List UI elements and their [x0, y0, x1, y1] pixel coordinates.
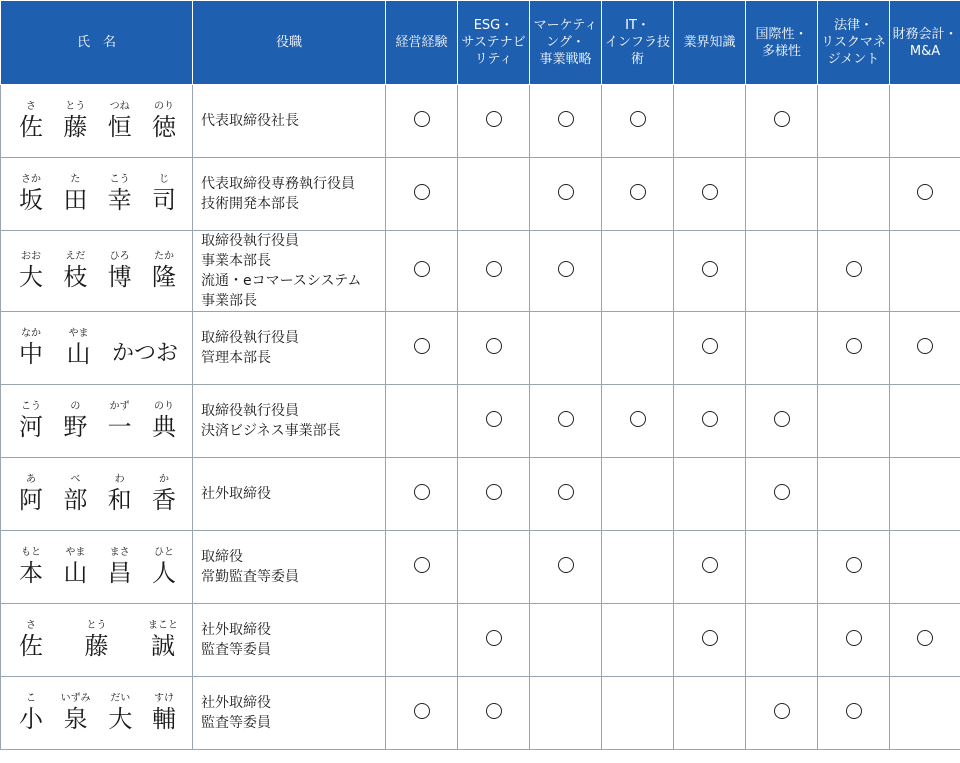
name-ruby: か [158, 474, 169, 485]
role-line: 決済ビジネス事業部長 [201, 423, 341, 439]
name-kanji: 部 [63, 486, 88, 514]
skill-check-circle-icon [558, 184, 574, 200]
header-skill-line: IT・ [625, 18, 650, 33]
header-skill-line: リティ [474, 52, 513, 67]
skill-cell [530, 531, 602, 604]
skill-cell [458, 458, 530, 531]
skill-cell [818, 458, 890, 531]
name-kanji: 本 [19, 559, 43, 587]
skill-cell [890, 604, 960, 677]
skill-cell [674, 158, 746, 231]
name-ruby: おお [21, 251, 41, 262]
name-kanji: 野 [63, 413, 88, 441]
skill-check-circle-icon [702, 557, 718, 573]
name-kanji: 泉 [63, 705, 88, 733]
skill-check-circle-icon [917, 184, 933, 200]
name-ruby: まさ [109, 547, 130, 558]
header-skill-line: 法律・ [833, 18, 873, 33]
role-line: 監査等委員 [201, 642, 271, 658]
name-char [61, 474, 89, 514]
skill-cell [602, 677, 674, 750]
name-ruby: あ [26, 474, 36, 485]
name-char [148, 620, 178, 660]
skill-cell [674, 312, 746, 385]
name-char [106, 474, 134, 514]
skill-cell [602, 531, 674, 604]
skill-cell [674, 231, 746, 312]
member-role [193, 312, 386, 385]
skill-check-circle-icon [774, 111, 790, 127]
skill-cell [746, 531, 818, 604]
skill-cell [890, 677, 960, 750]
name-char [150, 547, 178, 587]
name-ruby: やま [65, 547, 86, 558]
skill-check-circle-icon [630, 111, 646, 127]
skill-cell [890, 312, 960, 385]
skill-check-circle-icon [846, 261, 862, 277]
name-ruby: じ [158, 174, 169, 185]
name-kanji: 恒 [107, 113, 132, 141]
name-kanji: 藤 [84, 632, 109, 660]
skill-cell [818, 677, 890, 750]
skill-cell [458, 531, 530, 604]
skill-cell [530, 231, 602, 312]
header-skill-3 [602, 1, 674, 85]
skill-cell [530, 85, 602, 158]
role-line: 流通・eコマースシステム [201, 273, 362, 289]
name-ruby: やま [68, 328, 89, 339]
member-name [1, 231, 193, 312]
skill-cell [746, 312, 818, 385]
skill-cell [674, 604, 746, 677]
skill-check-circle-icon [486, 111, 502, 127]
name-ruby: こ [26, 693, 36, 704]
role-line: 社外取締役 [201, 695, 271, 711]
header-skill-line: 経営経験 [395, 35, 448, 50]
skill-check-circle-icon [486, 484, 502, 500]
name-kanji: 一 [107, 413, 132, 441]
skill-check-circle-icon [414, 184, 430, 200]
name-kanji: 博 [107, 263, 132, 291]
skill-check-circle-icon [414, 111, 430, 127]
header-role [193, 1, 386, 85]
skill-check-circle-icon [702, 338, 718, 354]
skill-cell [602, 158, 674, 231]
skill-check-circle-icon [414, 484, 430, 500]
header-skill-line: ジメント [827, 52, 880, 67]
skill-cell [458, 231, 530, 312]
name-ruby: だい [110, 693, 131, 704]
skill-cell [674, 677, 746, 750]
name-ruby: なか [21, 328, 41, 339]
name-kanji: 人 [151, 559, 176, 587]
header-skill-5 [746, 1, 818, 85]
skill-cell [458, 677, 530, 750]
role-line: 取締役執行役員 [201, 233, 299, 249]
skill-cell [458, 158, 530, 231]
skill-check-circle-icon [414, 261, 430, 277]
name-kanji: 佐 [19, 113, 43, 141]
skill-cell [818, 231, 890, 312]
name-char [17, 401, 45, 441]
member-name [1, 85, 193, 158]
name-kanji: 徳 [151, 113, 176, 141]
skill-check-circle-icon [486, 703, 502, 719]
name-kanji: 隆 [151, 263, 176, 291]
name-ruby: わ [114, 474, 125, 485]
name-char [61, 174, 89, 214]
member-role [193, 458, 386, 531]
name-char [150, 401, 178, 441]
name-ruby: もと [21, 547, 41, 558]
skill-check-circle-icon [414, 338, 430, 354]
skill-cell [386, 85, 458, 158]
name-kanji: 山 [63, 559, 88, 587]
member-name [1, 458, 193, 531]
table-row [1, 158, 960, 231]
table-row [1, 312, 960, 385]
header-skill-line: 多様性 [761, 43, 801, 59]
skill-cell [818, 312, 890, 385]
name-ruby: べ [70, 474, 81, 485]
name-kanji: 藤 [63, 113, 88, 141]
role-line: 代表取締役社長 [201, 113, 299, 129]
skill-cell [458, 604, 530, 677]
header-row [1, 1, 960, 85]
skill-check-circle-icon [774, 703, 790, 719]
header-skill-line: 業界知識 [683, 35, 736, 50]
skill-check-circle-icon [486, 630, 502, 646]
name-kanji: 司 [151, 186, 176, 214]
header-skill-line: M&A [909, 43, 941, 59]
skill-check-circle-icon [702, 630, 718, 646]
role-line: 管理本部長 [201, 350, 271, 366]
skill-cell [530, 158, 602, 231]
header-name [1, 1, 193, 85]
member-name [1, 677, 193, 750]
name-kanji: 河 [19, 413, 43, 441]
name-kanji: 大 [108, 705, 133, 733]
role-line: 技術開発本部長 [201, 196, 299, 212]
skill-check-circle-icon [846, 557, 862, 573]
skill-cell [674, 385, 746, 458]
name-kanji: 小 [19, 705, 43, 733]
name-kanji: 誠 [151, 632, 175, 660]
name-kanji: 昌 [107, 559, 132, 587]
name-kanji: 幸 [107, 186, 132, 214]
header-name-label: 氏 名 [76, 35, 116, 50]
header-skill-1 [458, 1, 530, 85]
name-ruby: た [70, 174, 81, 185]
skill-check-circle-icon [558, 484, 574, 500]
skill-check-circle-icon [846, 338, 862, 354]
table-row [1, 85, 960, 158]
skill-check-circle-icon [558, 411, 574, 427]
name-char [106, 101, 134, 141]
name-ruby: のり [153, 401, 174, 412]
skill-check-circle-icon [774, 411, 790, 427]
role-line: 取締役執行役員 [201, 403, 299, 419]
name-char [150, 474, 178, 514]
header-skill-line: 財務会計・ [892, 26, 958, 42]
skill-cell [890, 158, 960, 231]
skill-check-circle-icon [702, 411, 718, 427]
skill-check-circle-icon [917, 338, 933, 354]
skill-cell [818, 604, 890, 677]
name-char [64, 328, 92, 368]
skill-check-circle-icon [846, 630, 862, 646]
skill-cell [890, 85, 960, 158]
name-kanji: 和 [107, 486, 132, 514]
name-ruby: ひろ [109, 251, 130, 262]
skill-cell [674, 85, 746, 158]
name-ruby: かず [109, 401, 130, 412]
skill-cell [818, 531, 890, 604]
role-line: 取締役執行役員 [201, 330, 299, 346]
header-skill-line: マーケティ [533, 18, 598, 33]
member-role [193, 385, 386, 458]
name-kanji: かつお [111, 341, 178, 366]
table-row [1, 458, 960, 531]
role-line: 監査等委員 [201, 715, 271, 731]
member-role [193, 531, 386, 604]
name-kanji: 中 [19, 340, 43, 368]
header-skill-2 [530, 1, 602, 85]
skill-check-circle-icon [558, 261, 574, 277]
name-char [61, 693, 91, 733]
header-skill-line: サステナビ [461, 35, 526, 50]
member-role [193, 677, 386, 750]
name-char [106, 174, 134, 214]
name-char [83, 620, 111, 660]
name-char [61, 251, 89, 291]
member-name [1, 158, 193, 231]
table-row [1, 231, 960, 312]
name-ruby: とう [65, 101, 86, 112]
name-kanji: 山 [66, 340, 91, 368]
role-line: 常勤監査等委員 [201, 569, 299, 585]
name-char [106, 547, 134, 587]
skill-check-circle-icon [558, 557, 574, 573]
name-char [150, 693, 178, 733]
name-ruby: のり [153, 101, 174, 112]
skill-cell [602, 231, 674, 312]
table-row [1, 531, 960, 604]
name-char [150, 251, 178, 291]
name-char [17, 101, 45, 141]
skill-check-circle-icon [414, 557, 430, 573]
header-skill-line: インフラ技術 [604, 35, 670, 67]
header-skill-line: 国際性・ [755, 26, 808, 42]
name-kanji: 輔 [151, 705, 176, 733]
name-ruby: すけ [153, 693, 174, 704]
name-char [17, 328, 45, 368]
name-ruby: とう [86, 620, 107, 631]
skill-cell [602, 458, 674, 531]
name-char [17, 620, 45, 660]
name-char [61, 547, 89, 587]
role-line: 社外取締役 [201, 622, 271, 638]
role-line: 社外取締役 [201, 486, 271, 502]
name-kanji: 典 [151, 413, 176, 441]
name-ruby: さか [21, 174, 41, 185]
skill-cell [746, 158, 818, 231]
name-ruby: つね [109, 101, 130, 112]
name-kanji: 阿 [19, 486, 43, 514]
member-name [1, 312, 193, 385]
member-name [1, 604, 193, 677]
name-char [17, 251, 45, 291]
name-char [106, 401, 134, 441]
skill-check-circle-icon [486, 338, 502, 354]
table-row [1, 604, 960, 677]
member-role [193, 158, 386, 231]
skill-cell [746, 458, 818, 531]
header-skill-6 [818, 1, 890, 85]
name-kanji: 大 [19, 263, 43, 291]
skill-cell [386, 677, 458, 750]
skill-cell [890, 385, 960, 458]
skill-cell [746, 385, 818, 458]
skill-check-circle-icon [630, 411, 646, 427]
skill-check-circle-icon [917, 630, 933, 646]
skill-cell [746, 604, 818, 677]
name-ruby: こう [109, 174, 130, 185]
skill-cell [890, 458, 960, 531]
skill-check-circle-icon [486, 411, 502, 427]
skill-cell [530, 385, 602, 458]
name-ruby: えだ [65, 251, 86, 262]
skill-cell [818, 158, 890, 231]
skill-check-circle-icon [558, 111, 574, 127]
skill-cell [746, 85, 818, 158]
name-char [17, 174, 45, 214]
name-ruby: の [70, 401, 81, 412]
name-ruby: まこと [148, 620, 178, 631]
skill-cell [458, 385, 530, 458]
member-role [193, 604, 386, 677]
skill-cell [602, 85, 674, 158]
name-char [150, 174, 178, 214]
skill-cell [386, 231, 458, 312]
skill-cell [674, 531, 746, 604]
skill-cell [602, 385, 674, 458]
skill-cell [530, 604, 602, 677]
skill-check-circle-icon [486, 261, 502, 277]
skill-cell [890, 231, 960, 312]
skill-cell [530, 312, 602, 385]
skill-cell [530, 458, 602, 531]
header-skill-4 [674, 1, 746, 85]
skill-check-circle-icon [774, 484, 790, 500]
header-skill-line: ESG・ [473, 18, 514, 33]
skill-cell [602, 312, 674, 385]
table-row [1, 677, 960, 750]
skill-cell [530, 677, 602, 750]
name-kanji: 佐 [19, 632, 43, 660]
skill-cell [818, 85, 890, 158]
name-ruby: さ [26, 101, 36, 112]
skill-cell [386, 604, 458, 677]
role-line: 事業部長 [201, 293, 257, 309]
skill-check-circle-icon [702, 184, 718, 200]
header-skill-line: リスクマネ [821, 35, 886, 50]
skill-cell [746, 231, 818, 312]
skill-cell [746, 677, 818, 750]
name-ruby: さ [26, 620, 36, 631]
skill-check-circle-icon [630, 184, 646, 200]
name-ruby: こう [21, 401, 41, 412]
skill-cell [890, 531, 960, 604]
member-role [193, 231, 386, 312]
skill-cell [458, 85, 530, 158]
header-skill-0 [386, 1, 458, 85]
skill-cell [386, 458, 458, 531]
skill-check-circle-icon [702, 261, 718, 277]
name-ruby: ひと [153, 547, 174, 558]
skill-check-circle-icon [846, 703, 862, 719]
member-name [1, 385, 193, 458]
header-skill-line: ング・ [546, 35, 585, 50]
member-role [193, 85, 386, 158]
name-kanji: 香 [151, 486, 176, 514]
name-char [150, 101, 178, 141]
name-char [112, 328, 178, 368]
name-char [17, 547, 45, 587]
role-line: 代表取締役専務執行役員 [201, 176, 355, 192]
skill-cell [602, 604, 674, 677]
name-char [106, 693, 134, 733]
skill-cell [818, 385, 890, 458]
header-skill-line: 事業戦略 [539, 52, 592, 67]
skill-cell [674, 458, 746, 531]
name-char [61, 401, 89, 441]
skill-check-circle-icon [414, 703, 430, 719]
role-line: 事業本部長 [201, 253, 271, 269]
skill-cell [386, 158, 458, 231]
skill-cell [386, 385, 458, 458]
name-kanji: 田 [63, 186, 88, 214]
table-body [1, 85, 960, 750]
skill-cell [386, 312, 458, 385]
name-kanji: 坂 [19, 186, 43, 214]
name-char [17, 474, 45, 514]
name-kanji: 枝 [63, 263, 88, 291]
name-ruby: たか [153, 251, 174, 262]
role-line: 取締役 [201, 549, 243, 565]
table-row [1, 385, 960, 458]
name-char [61, 101, 89, 141]
name-char [106, 251, 134, 291]
name-char [17, 693, 45, 733]
header-role-label: 役職 [275, 35, 302, 50]
member-name [1, 531, 193, 604]
skill-cell [386, 531, 458, 604]
header-skill-7 [890, 1, 960, 85]
name-ruby: いずみ [60, 693, 91, 704]
skill-cell [458, 312, 530, 385]
